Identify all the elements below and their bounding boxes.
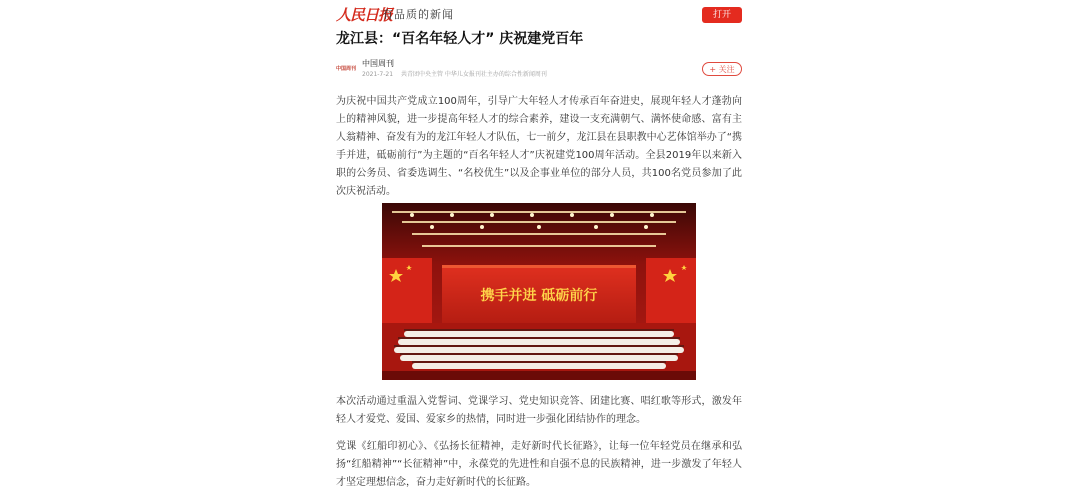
author-name[interactable]: 中国周刊 (362, 59, 394, 68)
author-row (336, 58, 742, 82)
paragraph-1: 为庆祝中国共产党成立100周年，引导广大年轻人才传承百年奋进史，展现年轻人才蓬勃向上的精神风貌，进一步提高年轻人才的综合素养，建设一支充满朝气、满怀使命感、富有主人翁精神、奋发有为的龙江年轻人才队伍，七一前夕，龙江县在县职教中心艺体馆举办了“携手并进，砥砺前行”为主题的“百名年轻人才”庆祝建党100周年活动。全县2019年以来新入职的公务员、省委选调生、“名校优生”以及企事业单位的部分人员，共100名党员参加了此次庆祝活动。 (336, 96, 742, 197)
open-app-button[interactable]: 打开 (702, 7, 742, 23)
slogan: 有品质的新闻 (382, 8, 454, 21)
author-logo[interactable]: 中国周刊 (336, 66, 357, 72)
article-column (336, 0, 742, 498)
author-description: 共青团中央主管 中华儿女报刊社主办的综合性新闻周刊 (400, 71, 547, 78)
top-bar (336, 6, 742, 26)
article-title: 龙江县：“百名年轻人才” 庆祝建党百年 (336, 31, 584, 47)
stage-photo-illustration (382, 203, 696, 380)
article-photo[interactable] (382, 203, 696, 380)
paragraph-3: 党课《红船印初心》、《弘扬长征精神，走好新时代长征路》，让每一位年轻党员在继承和弘扬“红船精神”“长征精神”中，永葆党的先进性和自强不息的民族精神，进一步激发了年轻人才坚定理想信念，奋力走好新时代的长征路。 (336, 441, 742, 488)
banner-text: 携手并进 砥砺前行 (480, 288, 598, 304)
people-daily-logo[interactable]: 人民日报 (336, 6, 393, 24)
paragraph-2: 本次活动通过重温入党誓词、党课学习、党史知识竞答、团建比赛、唱红歌等形式，激发年轻人才爱党、爱国、爱家乡的热情，同时进一步强化团结协作的理念。 (336, 396, 742, 425)
follow-button[interactable]: + 关注 (702, 62, 742, 76)
author-meta (362, 70, 553, 79)
publish-date: 2021-7-21 (362, 71, 394, 78)
